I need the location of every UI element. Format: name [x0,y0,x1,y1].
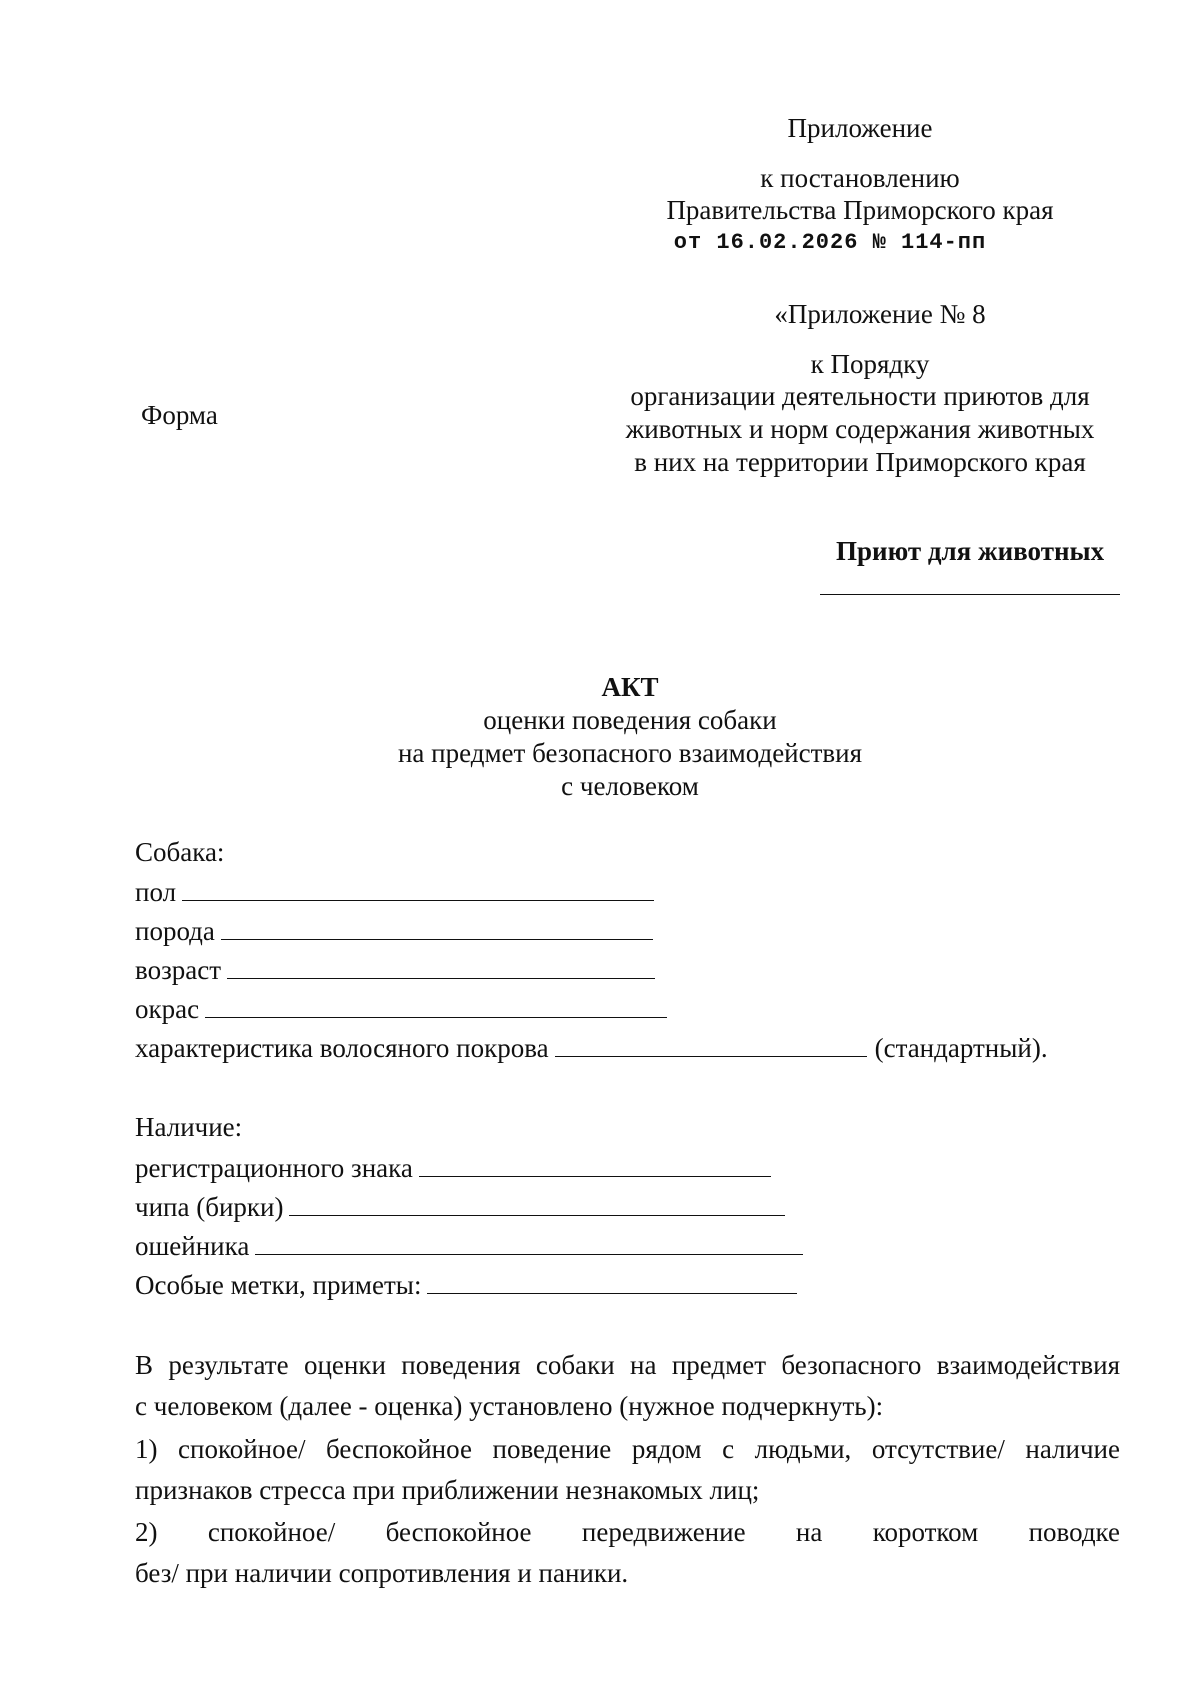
special-marks-row [135,1269,797,1301]
coat-field[interactable] [555,1032,867,1057]
result-item2-line-2: без/ при наличии сопротивления и паники. [135,1558,629,1588]
date-number-stamp: от 16.02.2026 № 114-пп [673,230,987,255]
collar-field[interactable] [255,1230,803,1255]
sex-field[interactable] [182,876,654,901]
act-title: АКТ [601,672,659,702]
color-row [135,993,667,1025]
act-subtitle-3: с человеком [561,771,699,801]
breed-field[interactable] [221,915,653,940]
form-label: Форма [141,400,218,430]
result-item2-line-1: 2) спокойное/ беспокойное передвижение на коротком поводке [135,1517,1120,1547]
reg-mark-row [135,1152,771,1184]
result-intro-line-1: В результате оценки поведения собаки на предмет безопасного взаимодействия [135,1350,1120,1380]
breed-label: порода [135,916,215,946]
coat-label: характеристика волосяного покрова [135,1033,549,1063]
procedure-line-3: в них на территории Приморского края [634,447,1086,477]
breed-row [135,915,653,947]
government-line: Правительства Приморского края [666,195,1054,225]
act-subtitle-2: на предмет безопасного взаимодействия [397,738,863,768]
result-item1-line-2: признаков стресса при приближении незнакомых лиц; [135,1475,760,1505]
appendix-label: Приложение [787,113,933,143]
to-resolution: к постановлению [760,163,960,193]
coat-row [135,1032,1048,1064]
reg-mark-field[interactable] [419,1152,771,1177]
procedure-line-2: животных и норм содержания животных [625,414,1095,444]
sex-row [135,876,654,908]
age-label: возраст [135,955,221,985]
special-marks-field[interactable] [427,1269,797,1294]
presence-heading: Наличие: [135,1112,243,1142]
coat-suffix: (стандартный). [874,1033,1048,1063]
chip-field[interactable] [289,1191,785,1216]
collar-row [135,1230,803,1262]
result-item1-line-1: 1) спокойное/ беспокойное поведение рядом с людьми, отсутствие/ наличие [135,1434,1120,1464]
collar-label: ошейника [135,1231,250,1261]
age-row [135,954,655,986]
dog-heading: Собака: [135,837,225,867]
shelter-label: Приют для животных [836,536,1105,566]
act-subtitle-1: оценки поведения собаки [483,705,777,735]
sex-label: пол [135,877,177,907]
reg-mark-label: регистрационного знака [135,1153,413,1183]
color-field[interactable] [205,993,667,1018]
age-field[interactable] [227,954,655,979]
special-marks-label: Особые метки, приметы: [135,1270,422,1300]
color-label: окрас [135,994,200,1024]
result-intro-line-2: с человеком (далее - оценка) установлено (нужное подчеркнуть): [135,1391,884,1421]
appendix8-label: «Приложение № 8 [774,299,986,329]
procedure-line-1: организации деятельности приютов для [630,381,1090,411]
shelter-name-line[interactable] [820,594,1120,595]
chip-label: чипа (бирки) [135,1192,284,1222]
chip-row [135,1191,785,1223]
to-procedure: к Порядку [810,349,930,379]
